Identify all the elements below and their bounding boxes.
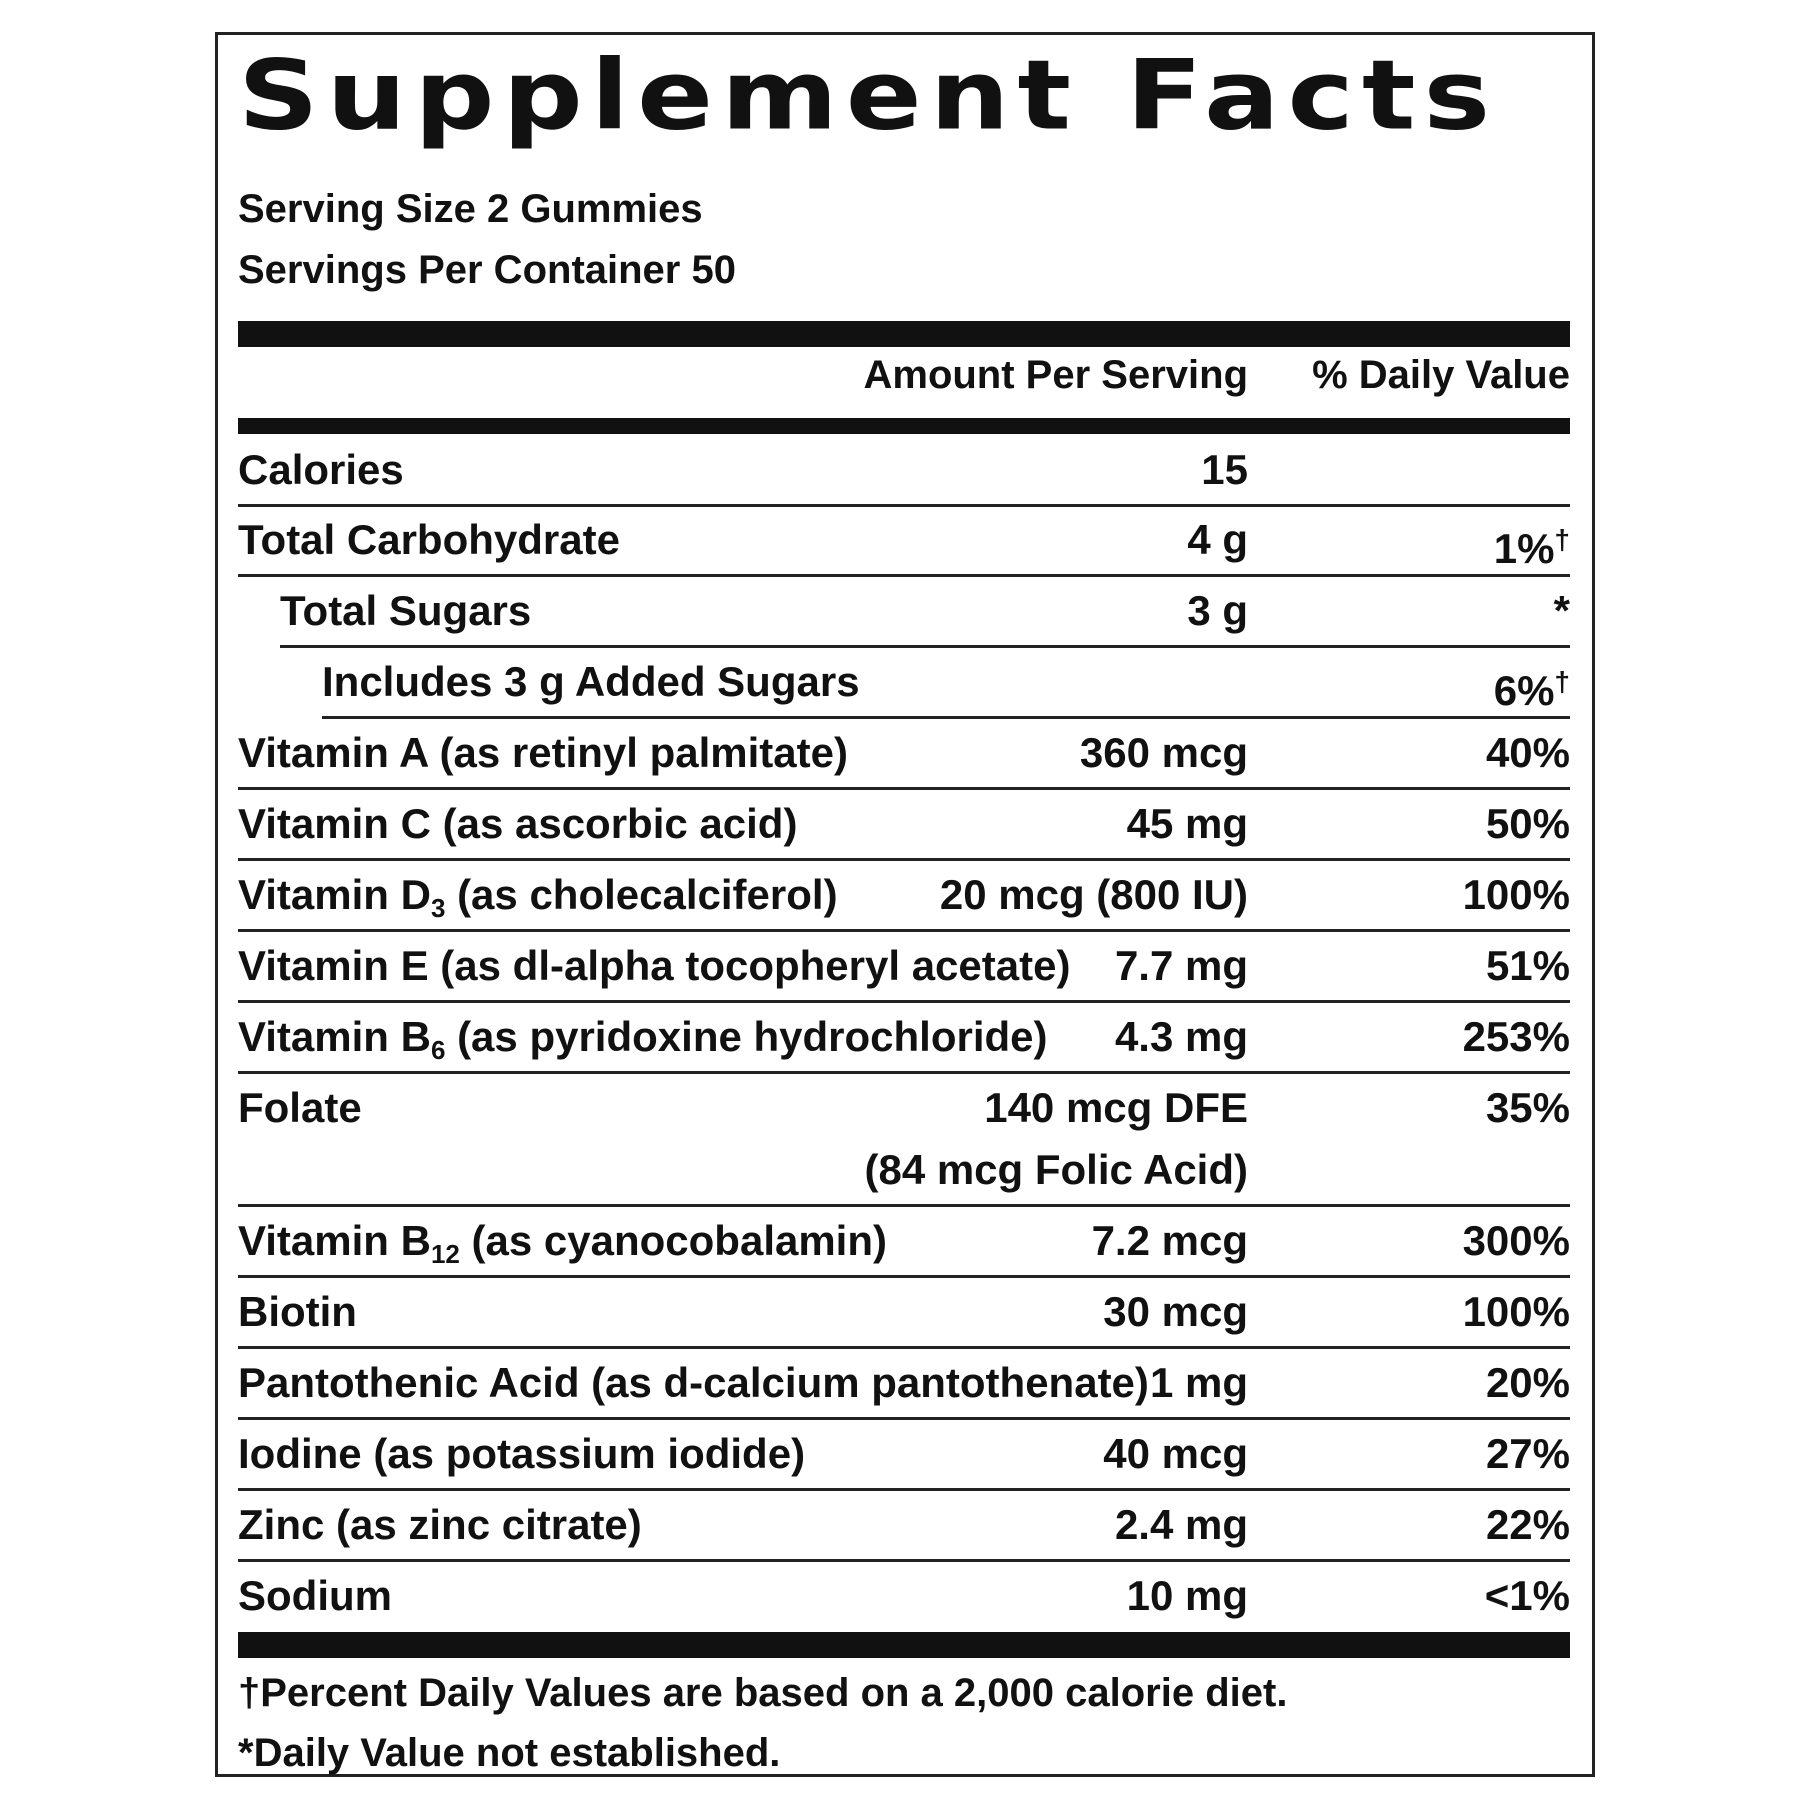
nutrient-name: Includes 3 g Added Sugars [322, 658, 860, 705]
column-header-row [238, 353, 1570, 423]
daily-value-text: 40% [1485, 729, 1570, 776]
amount-per-serving: 4.3 mg [1114, 1013, 1248, 1060]
daily-value-text: 35% [1485, 1084, 1570, 1131]
footnote-dv-basis: †Percent Daily Values are based on a 2,000 calorie diet. [238, 1671, 1288, 1715]
header-thick-rule [238, 418, 1570, 434]
nutrient-row [238, 789, 1570, 859]
top-thick-rule [238, 321, 1570, 347]
daily-value-text: 51% [1485, 942, 1570, 989]
amount-per-serving: 7.7 mg [1114, 942, 1248, 989]
amount-per-serving: 15 [1201, 446, 1248, 493]
daily-value [1494, 647, 1570, 726]
daily-value-text: 253% [1462, 1013, 1570, 1060]
nutrient-name: Vitamin E (as dl-alpha tocopheryl acetate) [238, 942, 1071, 989]
amount-per-serving: 7.2 mcg [1091, 1217, 1248, 1264]
dagger-mark: † [1554, 524, 1570, 555]
amount-per-serving: 4 g [1187, 516, 1248, 563]
daily-value [1485, 1561, 1570, 1631]
panel-title: Supplement Facts [238, 40, 1499, 152]
daily-value-text: 50% [1485, 800, 1570, 847]
nutrient-row [238, 1561, 1570, 1631]
dagger-mark: † [1554, 666, 1570, 697]
nutrient-name-text: Vitamin B [238, 1217, 431, 1264]
amount-per-serving: 45 mg [1126, 800, 1248, 847]
amount-per-serving: 30 mcg [1103, 1288, 1248, 1335]
nutrient-name: Sodium [238, 1572, 392, 1619]
daily-value [1486, 789, 1570, 859]
nutrient-name: Folate [238, 1084, 362, 1131]
nutrient-row [238, 505, 1570, 575]
amount-per-serving: 40 mcg [1103, 1430, 1248, 1477]
nutrient-name: Vitamin A (as retinyl palmitate) [238, 729, 848, 776]
daily-value [1486, 1073, 1570, 1143]
amount-per-serving: 140 mcg DFE [984, 1084, 1248, 1131]
nutrient-name: Zinc (as zinc citrate) [238, 1501, 642, 1548]
supplement-facts-panel [215, 32, 1595, 1777]
bottom-thick-rule [238, 1632, 1570, 1658]
daily-value-text: 300% [1462, 1217, 1570, 1264]
daily-value [1463, 860, 1570, 930]
daily-value-header: % Daily Value [1312, 353, 1570, 397]
nutrient-row [238, 860, 1570, 930]
nutrient-row [238, 931, 1570, 1001]
daily-value [1463, 1277, 1570, 1347]
daily-value [1554, 576, 1570, 646]
daily-value [1486, 1490, 1570, 1560]
daily-value-text: 100% [1462, 1288, 1570, 1335]
daily-value [1486, 1419, 1570, 1489]
daily-value-text: <1% [1484, 1572, 1570, 1619]
serving-size: Serving Size 2 Gummies [238, 187, 703, 231]
daily-value [1486, 931, 1570, 1001]
nutrient-row [238, 1348, 1570, 1418]
daily-value [1463, 1002, 1570, 1072]
nutrient-name-source: (as pyridoxine hydrochloride) [445, 1013, 1048, 1060]
nutrient-row [238, 1073, 1570, 1205]
footnote-not-established: *Daily Value not established. [238, 1731, 781, 1775]
servings-per-container: Servings Per Container 50 [238, 248, 736, 292]
nutrient-row [238, 647, 1570, 717]
daily-value-text: 22% [1485, 1501, 1570, 1548]
daily-value-text: 1% [1493, 525, 1555, 572]
daily-value [1494, 505, 1570, 584]
panel-content [238, 35, 1570, 1774]
daily-value-text: 20% [1485, 1359, 1570, 1406]
nutrient-name-source: (as cyanocobalamin) [459, 1217, 887, 1264]
nutrient-row [238, 1490, 1570, 1560]
nutrient-row [238, 1002, 1570, 1072]
nutrient-name-subscript: 12 [430, 1239, 460, 1269]
amount-per-serving: 1 mg [1149, 1359, 1248, 1406]
nutrient-name: Calories [238, 446, 404, 493]
nutrient-name-text: Vitamin D [238, 871, 431, 918]
amount-per-serving: 360 mcg [1079, 729, 1248, 776]
nutrient-name-source: (as cholecalciferol) [445, 871, 838, 918]
nutrient-name: Total Carbohydrate [238, 516, 620, 563]
nutrient-row [238, 576, 1570, 646]
amount-header: Amount Per Serving [863, 353, 1248, 397]
nutrient-row [238, 435, 1570, 505]
amount-per-serving: 3 g [1187, 587, 1248, 634]
nutrient-name: Biotin [238, 1288, 357, 1335]
nutrient-name-text: Vitamin B [238, 1013, 431, 1060]
nutrient-name-subscript: 3 [430, 893, 446, 923]
daily-value [1463, 1206, 1570, 1276]
daily-value-text: 6% [1493, 667, 1555, 714]
amount-per-serving: 20 mcg (800 IU) [939, 871, 1248, 918]
amount-per-serving: 10 mg [1126, 1572, 1248, 1619]
nutrient-row [238, 1206, 1570, 1276]
nutrient-name: Vitamin C (as ascorbic acid) [238, 800, 798, 847]
nutrient-name-subscript: 6 [430, 1035, 446, 1065]
daily-value-text: 100% [1462, 871, 1570, 918]
daily-value-text: * [1553, 587, 1570, 634]
daily-value-text: 27% [1485, 1430, 1570, 1477]
daily-value [1486, 718, 1570, 788]
nutrient-name: Iodine (as potassium iodide) [238, 1430, 806, 1477]
amount-per-serving: 2.4 mg [1114, 1501, 1248, 1548]
nutrient-row [238, 718, 1570, 788]
amount-per-serving-detail: (84 mcg Folic Acid) [864, 1146, 1248, 1193]
nutrient-name: Total Sugars [280, 587, 532, 634]
nutrient-name: Pantothenic Acid (as d-calcium pantothenate) [238, 1359, 1149, 1406]
nutrient-row [238, 1419, 1570, 1489]
daily-value [1486, 1348, 1570, 1418]
nutrient-row [238, 1277, 1570, 1347]
